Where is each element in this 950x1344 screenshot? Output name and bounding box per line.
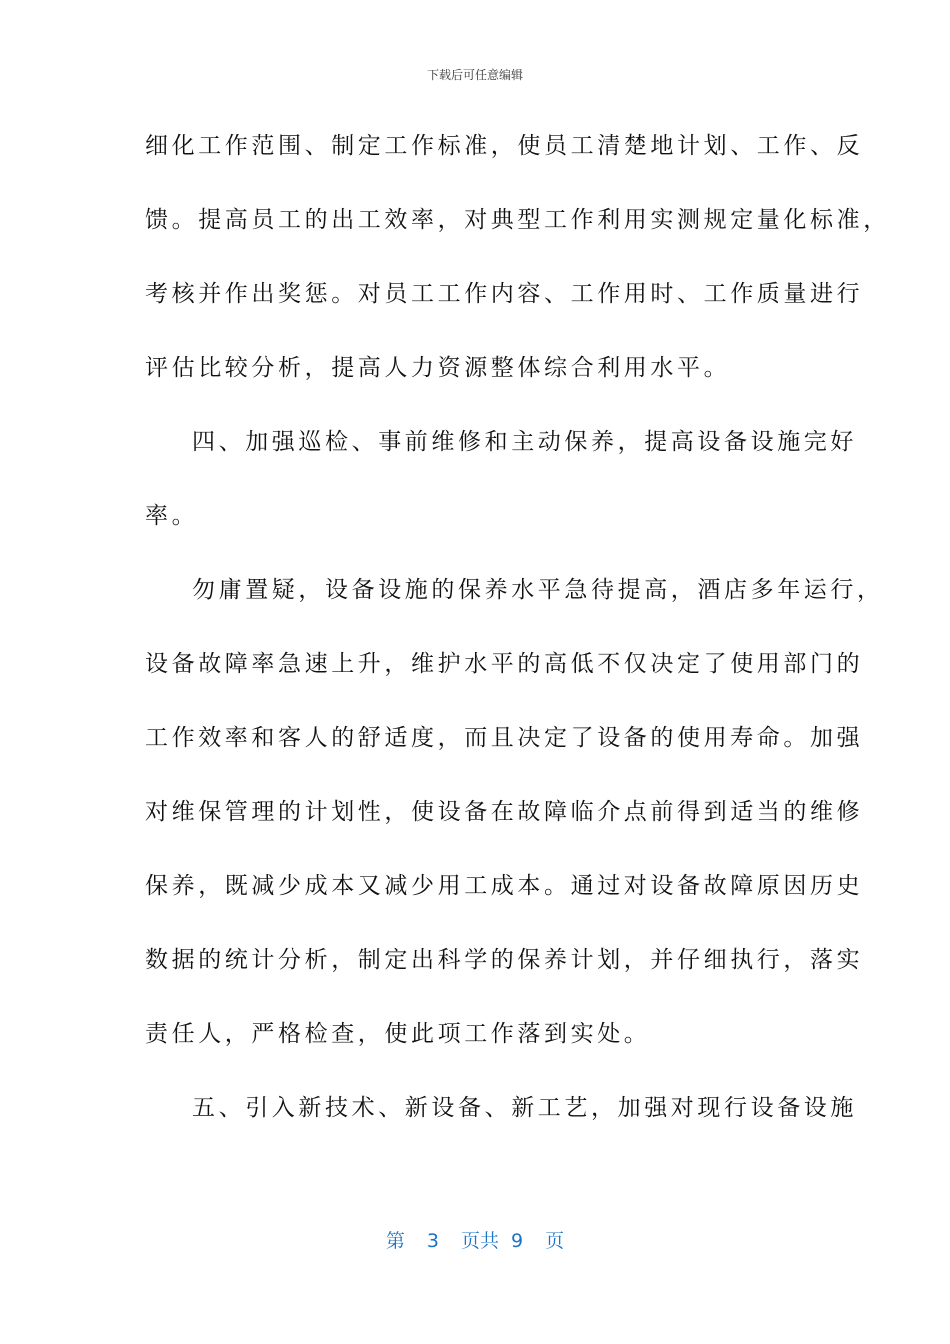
total-pages-number: 9 <box>511 1230 524 1252</box>
page-header: 下载后可任意编辑 <box>426 68 523 82</box>
text-line: 馈。提高员工的出工效率，对典型工作利用实测规定量化标准， <box>145 207 890 233</box>
text-line: 责任人，严格检查，使此项工作落到实处。 <box>145 1021 651 1047</box>
text-line: 考核并作出奖惩。对员工工作内容、工作用时、工作质量进行 <box>145 281 864 307</box>
section-heading-line: 四、加强巡检、事前维修和主动保养，提高设备设施完好 <box>192 429 857 455</box>
text-line: 率。 <box>145 503 199 529</box>
text-line: 对维保管理的计划性，使设备在故障临介点前得到适当的维修 <box>145 799 864 825</box>
footer-ye: 页 <box>545 1230 565 1252</box>
text-line: 设备故障率急速上升，维护水平的高低不仅决定了使用部门的 <box>145 651 864 677</box>
section-heading-line: 五、引入新技术、新设备、新工艺，加强对现行设备设施 <box>192 1095 857 1121</box>
footer-di: 第 <box>385 1230 405 1252</box>
text-line: 数据的统计分析，制定出科学的保养计划，并仔细执行，落实 <box>145 947 864 973</box>
document-body <box>145 128 890 1164</box>
text-line: 保养，既减少成本又减少用工成本。通过对设备故障原因历史 <box>145 873 864 899</box>
text-line: 细化工作范围、制定工作标准，使员工清楚地计划、工作、反 <box>145 133 864 159</box>
text-line: 工作效率和客人的舒适度，而且决定了设备的使用寿命。加强 <box>145 725 864 751</box>
text-line: 评估比较分析，提高人力资源整体综合利用水平。 <box>145 355 731 381</box>
footer-ye-gong: 页共 <box>460 1230 499 1252</box>
current-page-number: 3 <box>426 1230 439 1252</box>
page-footer <box>0 1226 950 1253</box>
paragraph-start-line: 勿庸置疑，设备设施的保养水平急待提高，酒店多年运行， <box>192 577 884 603</box>
